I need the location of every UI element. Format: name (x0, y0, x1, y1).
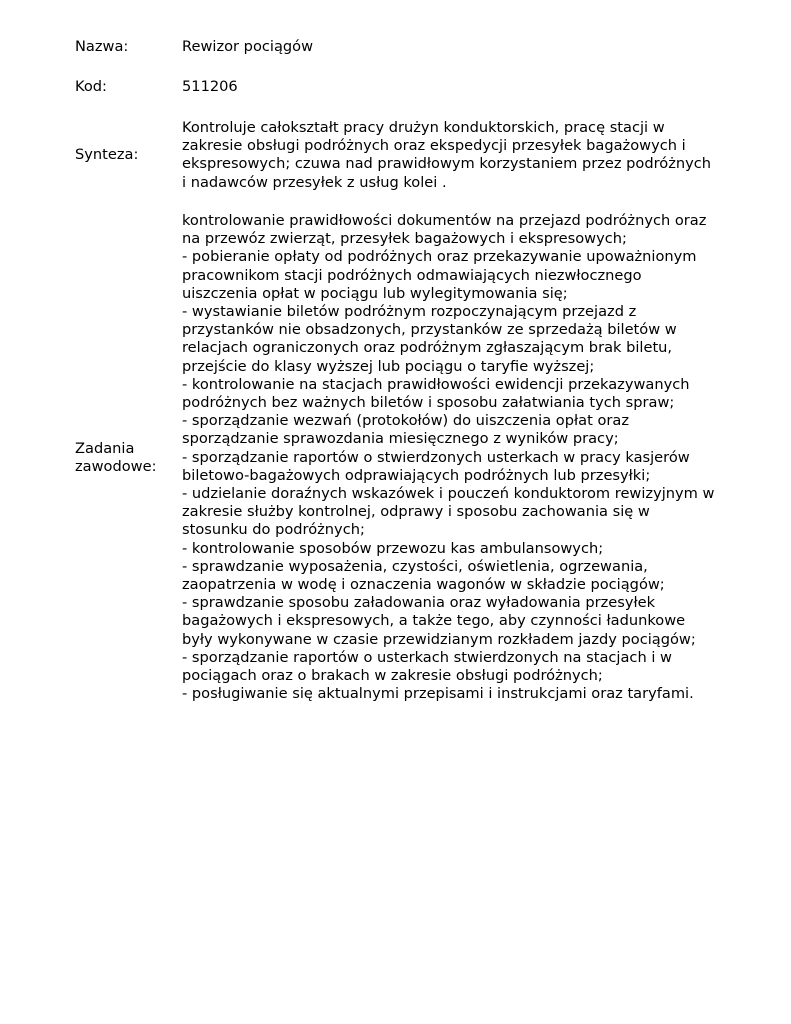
name-label: Nazwa: (75, 38, 129, 55)
synthesis-row (75, 119, 755, 192)
synthesis-label: Synteza: (75, 146, 139, 164)
code-value: 511206 (182, 78, 238, 95)
tasks-label: Zadania zawodowe: (75, 439, 157, 475)
name-row (75, 38, 755, 56)
name-value: Rewizor pociągów (182, 38, 314, 55)
synthesis-text: Kontroluje całokształt pracy drużyn konduktorskich, pracę stacji w zakresie obsługi podróżnych oraz ekspedycji przesyłek bagażowych i ekspresowych; czuwa nad prawidłowym korzystaniem przez podróżnych i nadawców przesyłek z usług kolei . (182, 119, 712, 191)
code-row (75, 78, 755, 96)
tasks-row (75, 212, 755, 703)
tasks-text: kontrolowanie prawidłowości dokumentów na przejazd podróżnych oraz na przewóz zwierząt, przesyłek bagażowych i ekspresowych; - pobieranie opłaty od podróżnych oraz przekazywanie upoważnionym pracownikom stacji podróżnych odmawiających niezwłocznego uiszczenia opłat w pociągu lub wylegitymowania się; - wystawianie biletów podróżnym rozpoczynającym przejazd z przystanków nie obsadzonych, przystanków ze sprzedażą biletów w relacjach ograniczonych oraz podróżnym zgłaszającym brak biletu, przejście do klasy wyższej lub pociągu o taryfie wyższej; - kontrolowanie na stacjach prawidłowości ewidencji przekazywanych podróżnych bez ważnych biletów i sposobu załatwiania tych spraw; - sporządzanie wezwań (protokołów) do uiszczenia opłat oraz sporządzanie sprawozdania miesięcznego z wyników pracy; - sporządzanie raportów o stwierdzonych usterkach w pracy kasjerów biletowo-bagażowych odprawiających podróżnych lub przesyłki; - udzielanie doraźnych wskazówek i pouczeń konduktorom rewizyjnym w zakresie służby kontrolnej, odprawy i sposobu zachowania się w stosunku do podróżnych; - kontrolowanie sposobów przewozu kas ambulansowych; - sprawdzanie wyposażenia, czystości, oświetlenia, ogrzewania, zaopatrzenia w wodę i oznaczenia wagonów w składzie pociągów; - sprawdzanie sposobu załadowania oraz wyładowania przesyłek bagażowych i ekspresowych, a także tego, aby czynności ładunkowe były wykonywane w czasie przewidzianym rozkładem jazdy pociągów; - sporządzanie raportów o usterkach stwierdzonych na stacjach i w pociągach oraz o brakach w zakresie obsługi podróżnych; - posługiwanie się aktualnymi przepisami i instrukcjami oraz taryfami. (182, 212, 715, 703)
code-label: Kod: (75, 78, 107, 95)
